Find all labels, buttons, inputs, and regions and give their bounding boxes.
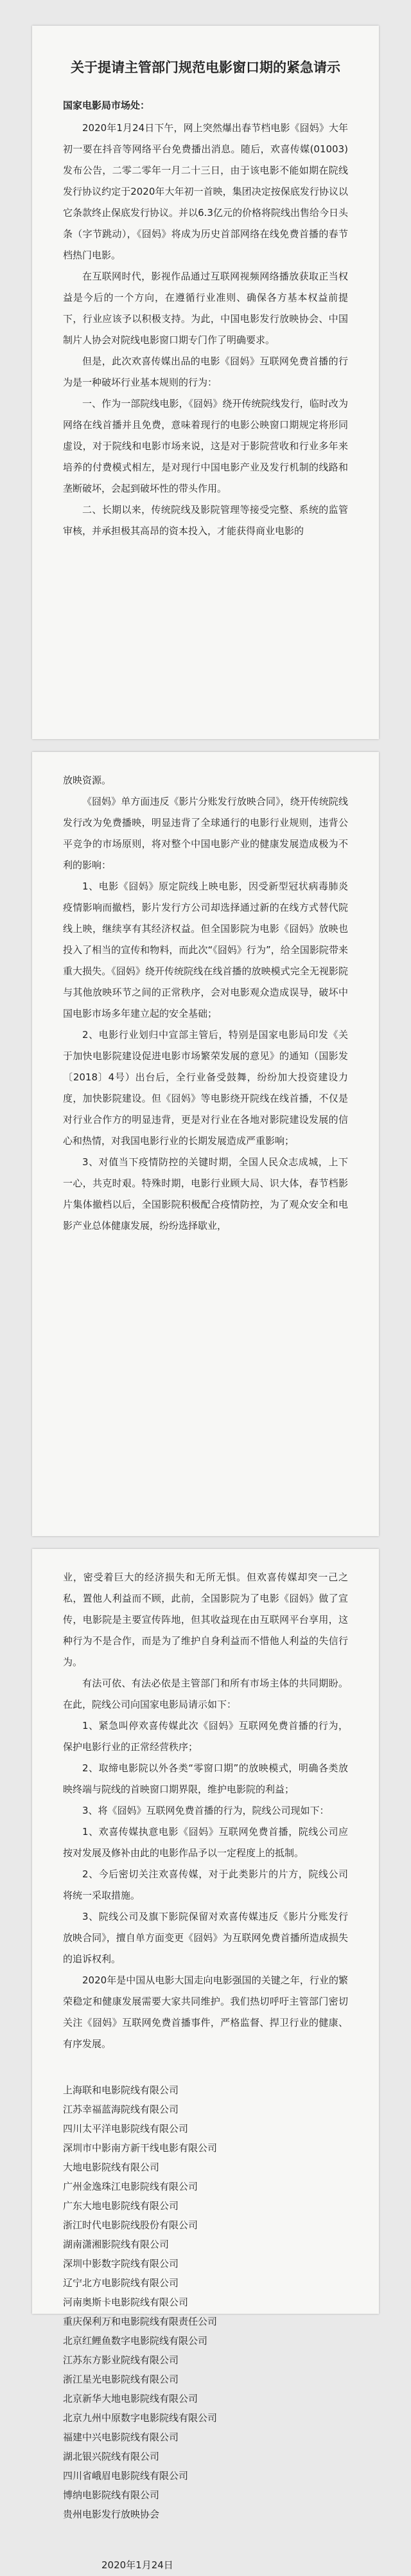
- signatory-item: 浙江时代电影院线股份有限公司: [63, 2219, 198, 2231]
- paragraph: 但是，此次欢喜传媒出品的电影《囧妈》互联网免费首播的行为是一种破坏行业基本规则的行为：: [63, 355, 348, 388]
- document-page-1: [32, 26, 379, 739]
- signatory-item: 福建中兴电影院线有限公司: [63, 2431, 179, 2443]
- paragraph: 3、将《囧妈》互联网免费首播的行为，院线公司现如下：: [82, 1805, 329, 1816]
- paragraph-continued: 放映资源。: [63, 774, 112, 786]
- signatory-item: 北京红鲤鱼数字电影院线有限公司: [63, 2335, 208, 2347]
- paragraph: 3、院线公司及旗下影院保留对欢喜传媒违反《影片分账发行放映合同》，擅自单方面变更《囧妈》为互联网免费首播所造成损失的追诉权利。: [63, 1911, 348, 1965]
- signatory-item: 四川太平洋电影院线有限公司: [63, 2123, 189, 2134]
- paragraph: 2020年1月24日下午，网上突然爆出春节档电影《囧妈》大年初一要在抖音等网络平台免费播出消息。随后，欢喜传媒(01003)发布公告，二零二零年一月二十三日，由于该电影不能如期在院线发行协议约定于2020年大年初一首映，集团决定按保底发行协议以它条款终止保底发行协议。并以6.3亿元的价格将院线出售给今日头条（字节跳动），《囧妈》将成为历史首部网络在线免费首播的春节档热门电影。: [63, 122, 348, 261]
- document-date: 2020年1月24日: [101, 2559, 173, 2571]
- signatory-item: 湖北银兴院线有限公司: [63, 2451, 160, 2462]
- signatory-item: 北京新华大地电影院线有限公司: [63, 2393, 198, 2404]
- signatory-item: 贵州电影发行放映协会: [63, 2509, 160, 2520]
- paragraph: 2、电影行业划归中宣部主管后，特别是国家电影局印发《关于加快电影院建设促进电影市场繁荣发展的意见》的通知（国影发〔2018〕4号）出台后，全行业备受鼓舞，纷纷加大投资建设力度，加快影院建设。但《囧妈》等电影绕开院线在线首播，不仅是对行业合作方的明显违背，更是对行业在各地对影院建设发展的信心和热情，对我国电影行业的长期发展造成严重影响；: [63, 1029, 348, 1147]
- paragraph: 2、今后密切关注欢喜传媒，对于此类影片的片方，院线公司将统一采取措施。: [63, 1868, 348, 1901]
- signatory-item: 深圳中影数字院线有限公司: [63, 2258, 179, 2269]
- signatory-item: 重庆保利万和电影院线有限责任公司: [63, 2316, 218, 2327]
- document-page-3: [32, 1549, 379, 2571]
- signatory-item: 浙江星光电影院线有限公司: [63, 2374, 179, 2385]
- paragraph: 在互联网时代，影视作品通过互联网视频网络播放获取正当权益是今后的一个方向，在遵循行业准则、确保各方基本权益前提下，行业应该予以积极支持。为此，中国电影发行放映协会、中国制片人协会对院线电影窗口期专门作了明确要求。: [63, 271, 348, 346]
- signatory-item: 湖南潇湘影院线有限公司: [63, 2239, 170, 2250]
- document-page-2: [32, 752, 379, 1536]
- signatory-item: 江苏东方影业院线有限公司: [63, 2354, 179, 2366]
- signatory-list: [63, 2080, 348, 2524]
- signatory-item: 四川省峨眉电影院线有限公司: [63, 2470, 189, 2482]
- paragraph: 1、紧急叫停欢喜传媒此次《囧妈》互联网免费首播的行为，保护电影行业的正常经营秩序；: [63, 1720, 348, 1753]
- signatory-item: 河南奥斯卡电影院线有限公司: [63, 2296, 189, 2308]
- document-title: 关于提请主管部门规范电影窗口期的紧急请示: [71, 59, 340, 75]
- paragraph: 1、电影《囧妈》原定院线上映电影，因受新型冠状病毒肺炎疫情影响而撤档，影片发行方公司却选择通过新的在线方式替代院线上映，继续享有其经济权益。但全国影院为电影《囧妈》放映也投入了相当的宣传和物料，而此次“《囧妈》行为”，给全国影院带来重大损失。《囧妈》绕开传统院线在线首播的放映模式完全无视影院与其他放映环节之间的正常秩序，会对电影观众造成误导，破坏中国电影市场多年建立起的安全基础；: [63, 881, 348, 1019]
- signatory-item: 深圳市中影南方新干线电影有限公司: [63, 2142, 218, 2154]
- paragraph: 有法可依、有法必依是主管部门和所有市场主体的共同期盼。在此，院线公司向国家电影局请示如下：: [63, 1677, 348, 1710]
- salutation: 国家电影局市场处：: [63, 100, 150, 111]
- paragraph: 二、长期以来，传统院线及影院管理等接受完整、系统的监管审核，并承担极其高昂的资本投入，才能获得商业电影的: [63, 504, 348, 537]
- paragraph: 2020年是中国从电影大国走向电影强国的关键之年，行业的繁荣稳定和健康发展需要大家共同维护。我们热切呼吁主管部门密切关注《囧妈》互联网免费首播事件，严格监督、捍卫行业的健康、有序发展。: [63, 1974, 348, 2050]
- paragraph: 《囧妈》单方面违反《影片分账发行放映合同》，绕开传统院线发行改为免费播映，明显违背了全球通行的电影行业规则，违背公平竞争的市场原则，将对整个中国电影产业的健康发展造成极为不利的影响：: [63, 796, 348, 871]
- paragraph: 3、对值当下疫情防控的关键时期，全国人民众志成城，上下一心，共克时艰。特殊时期，电影行业顾大局、识大体，春节档影片集体撤档以后，全国影院积极配合疫情防控，为了观众安全和电影产业总体健康发展，纷纷选择歇业，: [63, 1156, 348, 1231]
- paragraph: 2、取缔电影院以外各类“零窗口期”的放映模式，明确各类放映终端与院线的首映窗口期界限，维护电影院的利益；: [63, 1762, 348, 1795]
- paragraph: 一、作为一部院线电影，《囧妈》绕开传统院线发行，临时改为网络在线首播并且免费，意味着现行的电影公映窗口期规定将形同虚设，对于院线和电影市场来说，这是对于影院营收和行业多年来培养的付费模式相左，是对现行中国电影产业及发行机制的线路和垄断破坏，会起到破坏性的带头作用。: [63, 398, 348, 494]
- paragraph: 1、欢喜传媒执意电影《囧妈》互联网免费首播，院线公司应按对发展及修补由此的电影作品予以一定程度上的抵制。: [63, 1826, 348, 1859]
- signatory-item: 博纳电影院线有限公司: [63, 2489, 160, 2501]
- signatory-item: 江苏幸福蓝海院线有限公司: [63, 2104, 179, 2115]
- signatory-item: 上海联和电影院线有限公司: [63, 2084, 179, 2096]
- signatory-item: 辽宁北方电影院线有限公司: [63, 2277, 179, 2289]
- signatory-item: 广东大地电影院线有限公司: [63, 2200, 179, 2212]
- signatory-item: 广州金逸珠江电影院线有限公司: [63, 2181, 198, 2192]
- paragraph-continued: 业，密受着巨大的经济损失和无所无惧。但欢喜传媒却突一己之私，置他人利益而不顾，此前，全国影院为了电影《囧妈》做了宣传，电影院是主要宣传阵地，但其收益现在由互联网平台享用，这种行为不是合作，而是为了维护自身利益而不惜他人利益的失信行为。: [63, 1571, 348, 1668]
- signatory-item: 大地电影院线有限公司: [63, 2161, 160, 2173]
- signatory-item: 北京九州中原数字电影院线有限公司: [63, 2412, 218, 2424]
